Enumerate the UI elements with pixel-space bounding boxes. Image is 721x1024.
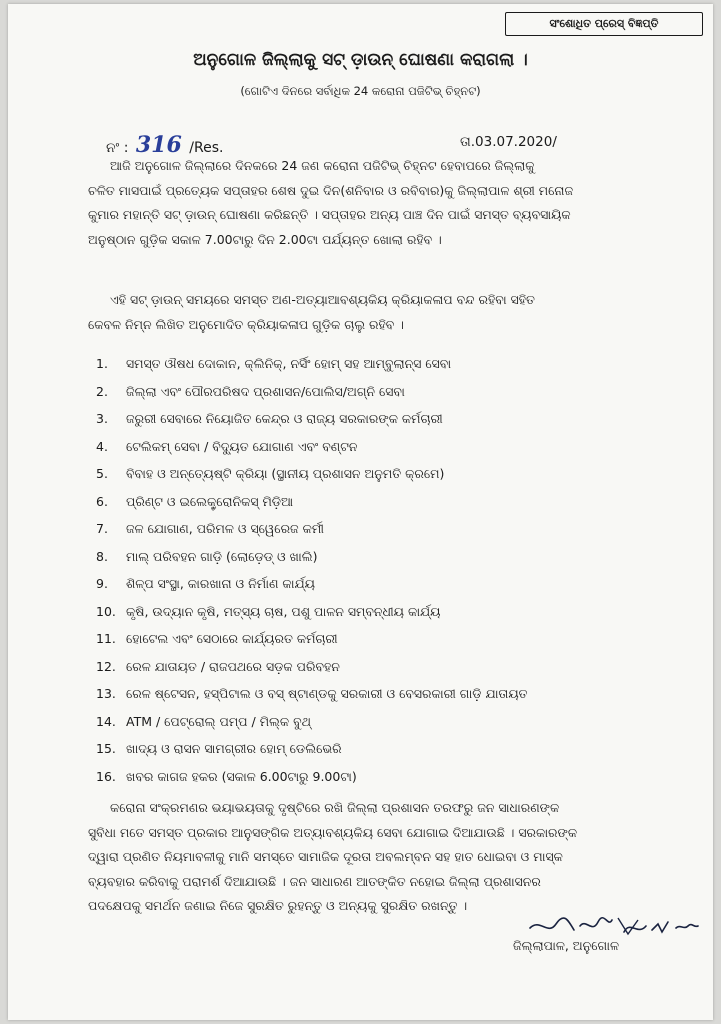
list-item: 7. ଜଳ ଯୋଗାଣ, ପରିମଳ ଓ ସ୍ୱେରେଜ କର୍ମୀ	[96, 521, 324, 536]
approved-activities-list	[96, 350, 656, 790]
list-item: 14. ATM / ପେଟ୍ରୋଲ୍ ପମ୍ପ / ମିଲ୍କ ବୁଥ୍	[96, 713, 312, 729]
list-item: 13. ରେଳ ଷ୍ଟେସନ, ହସ୍ପିଟାଲ ଓ ବସ୍ ଷ୍ଟାଣ୍ଡକୁ ସରକାରୀ ଓ ବେସରକାରୀ ଗାଡ଼ି ଯାତାୟତ	[96, 686, 528, 701]
document-date: ତା.03.07.2020/	[460, 134, 557, 150]
list-item: 5. ବିବାହ ଓ ଅନ୍ତ୍ୟେଷ୍ଟି କ୍ରିୟା (ସ୍ଥାନୀୟ ପ୍ରଶାସନ ଅନୁମତି କ୍ରମେ)	[96, 466, 445, 481]
page-subtitle: (ଗୋଟିଏ ଦିନରେ ସର୍ବାଧିକ 24 କରୋନା ପଜିଟିଭ୍ ଚିହ୍ନଟ)	[240, 84, 481, 98]
press-release-badge: ସଂଶୋଧିତ ପ୍ରେସ୍ ବିଜ୍ଞପ୍ତି	[505, 12, 703, 36]
paragraph-intro	[88, 154, 648, 252]
paragraph-line: ଚଳିତ ମାସପାଇଁ ପ୍ରତ୍ୟେକ ସପ୍ତାହର ଶେଷ ଦୁଇ ଦିନ(ଶନିବାର ଓ ରବିବାର)କୁ ଜିଲ୍ଲାପାଳ ଶ୍ରୀ ମନୋଜ	[88, 182, 574, 198]
list-item: 10. କୃଷି, ଉଦ୍ୟାନ କୃଷି, ମତ୍ସ୍ୟ ଚାଷ, ପଶୁ ପାଳନ ସମ୍ବନ୍ଧୀୟ କାର୍ଯ୍ୟ	[96, 603, 441, 619]
list-item: 6. ପ୍ରିଣ୍ଟ ଓ ଇଲେକ୍ଟ୍ରୋନିକସ୍ ମିଡ଼ିଆ	[96, 493, 294, 509]
paragraph-line: ସୁବିଧା ମତେ ସମସ୍ତ ପ୍ରକାର ଆନୁସଙ୍ଗିକ ଅତ୍ୟାବଶ୍ୟକିୟ ସେବା ଯୋଗାଇ ଦିଆଯାଉଛି । ସରକାରଙ୍କ	[88, 824, 578, 840]
list-item: 2. ଜିଲ୍ଲା ଏବଂ ପୌରପରିଷଦ ପ୍ରଶାସନ/ପୋଲିସ/ଅଗ୍ନି ସେବା	[96, 383, 405, 399]
signatory-designation: ଜିଲ୍ଲାପାଳ, ଅନୁଗୋଳ	[513, 938, 619, 953]
paragraph-line: କେବଳ ନିମ୍ନ ଲିଖିତ ଅନୁମୋଦିତ କ୍ରିୟାକଳାପ ଗୁଡ଼ିକ ଚାଲୁ ରହିବ ।	[88, 316, 404, 332]
list-item: 1. ସମସ୍ତ ଔଷଧ ଦୋକାନ, କ୍ଲିନିକ୍, ନର୍ସିଂ ହୋମ୍ ସହ ଆମ୍ବୁଲାନ୍ସ ସେବା	[96, 356, 452, 371]
page-title: ଅନୁଗୋଳ ଜିଲ୍ଲାକୁ ସଟ୍ ଡ଼ାଉନ୍ ଘୋଷଣା କରାଗଲା ।	[193, 50, 528, 70]
reference-prefix: ନଂ :	[106, 140, 129, 156]
list-item: 12. ରେଳ ଯାତାୟତ / ରାଜପଥରେ ସଡ଼କ ପରିବହନ	[96, 658, 340, 674]
list-item: 4. ଟେଲିକମ୍ ସେବା / ବିଦ୍ୟୁତ ଯୋଗାଣ ଏବଂ ବଣ୍ଟନ	[96, 438, 358, 454]
paragraph-line: କୁମାର ମହାନ୍ତି ସଟ୍ ଡ଼ାଉନ୍ ଘୋଷଣା କରିଛନ୍ତି । ସପ୍ତାହର ଅନ୍ୟ ପାଞ୍ଚ ଦିନ ପାଇଁ ସମସ୍ତ ବ୍ୟବସାୟିକ	[88, 207, 571, 222]
paragraph-line: ବ୍ୟବହାର କରିବାକୁ ପରାମର୍ଶ ଦିଆଯାଉଛି । ଜନ ସାଧାରଣ ଆତଙ୍କିତ ନହୋଇ ଜିଲ୍ଲା ପ୍ରଶାସନର	[88, 873, 541, 889]
paragraph-line: ଅନୁଷ୍ଠାନ ଗୁଡ଼ିକ ସକାଳ 7.00ଟାରୁ ଦିନ 2.00ଟା ପର୍ଯ୍ୟନ୍ତ ଖୋଲା ରହିବ ।	[88, 231, 442, 247]
paragraph-line: ଦ୍ୱାରା ପ୍ରଣିତ ନିୟମାବଳୀକୁ ମାନି ସମସ୍ତେ ସାମାଜିକ ଦୂରତା ଅବଲମ୍ବନ ସହ ହାତ ଧୋଇବା ଓ ମାସ୍କ	[88, 849, 563, 864]
paragraph-line: ପଦକ୍ଷେପକୁ ସମର୍ଥନ ଜଣାଇ ନିଜେ ସୁରକ୍ଷିତ ରୁହନ୍ତୁ ଓ ଅନ୍ୟକୁ ସୁରକ୍ଷିତ ରଖନ୍ତୁ ।	[88, 898, 468, 913]
list-item: 8. ମାଲ୍ ପରିବହନ ଗାଡ଼ି (ଲୋଡ଼େଡ୍ ଓ ଖାଲି)	[96, 548, 318, 564]
paragraph-shutdown	[88, 288, 648, 337]
list-item: 11. ହୋଟେଲ ଏବଂ ସେଠାରେ କାର୍ଯ୍ୟରତ କର୍ମଚାରୀ	[96, 631, 338, 646]
press-release-page	[8, 4, 713, 1020]
list-item: 15. ଖାଦ୍ୟ ଓ ରାସନ ସାମଗ୍ରୀର ହୋମ୍ ଡେଲିଭେରି	[96, 741, 342, 756]
paragraph-line: କରୋନା ସଂକ୍ରମଣର ଭୟାଭୟତାକୁ ଦୃଷ୍ଟିରେ ରଖି ଜିଲ୍ଲା ପ୍ରଶାସନ ତରଫରୁ ଜନ ସାଧାରଣଙ୍କ	[110, 800, 560, 815]
paragraph-line: ଆଜି ଅନୁଗୋଳ ଜିଲ୍ଲାରେ ଦିନକରେ 24 ଜଣ କରୋନା ପଜିଟିଭ୍ ଚିହ୍ନଟ ହେବାପରେ ଜିଲ୍ଲାକୁ	[110, 158, 535, 173]
handwritten-number: 316	[135, 132, 182, 158]
reference-suffix: /Res.	[189, 140, 224, 156]
list-item: 9. ଶିଳ୍ପ ସଂସ୍ଥା, କାରଖାନା ଓ ନିର୍ମାଣ କାର୍ଯ୍ୟ	[96, 576, 315, 591]
list-item: 3. ଜରୁରୀ ସେବାରେ ନିୟୋଜିତ କେନ୍ଦ୍ର ଓ ରାଜ୍ୟ ସରକାରଙ୍କ କର୍ମଚାରୀ	[96, 411, 443, 426]
list-item: 16. ଖବର କାଗଜ ହକର (ସକାଳ 6.00ଟାରୁ 9.00ଟା)	[96, 768, 357, 784]
paragraph-advisory	[88, 796, 648, 919]
paragraph-line: ଏହି ସଟ୍ ଡ଼ାଉନ୍ ସମୟରେ ସମସ୍ତ ଅଣ-ଅତ୍ୟାଆବଶ୍ୟକିୟ କ୍ରିୟାକଳାପ ବନ୍ଦ ରହିବା ସହିତ	[110, 292, 535, 307]
